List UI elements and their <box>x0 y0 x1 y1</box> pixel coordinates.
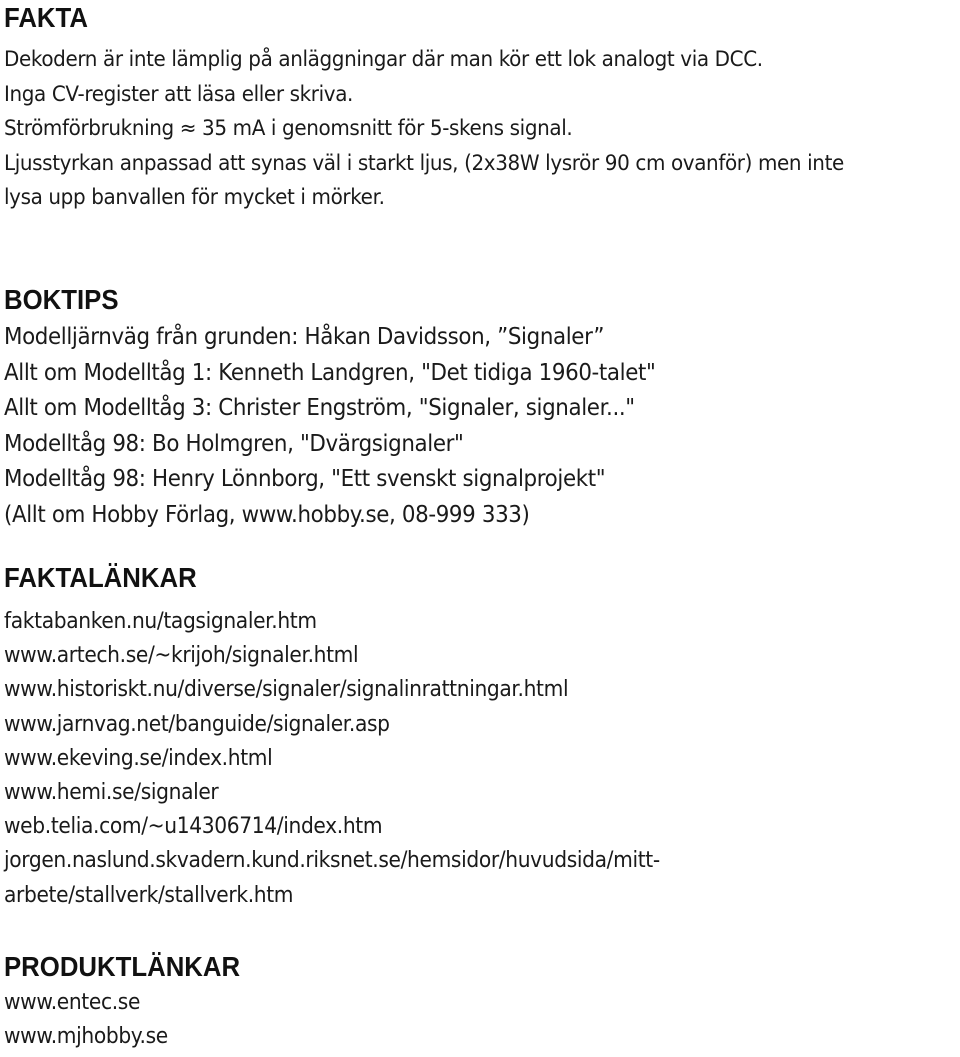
fact-link: www.artech.se/~krijoh/signaler.html <box>4 643 359 669</box>
fakta-line: lysa upp banvallen för mycket i mörker. <box>4 185 385 209</box>
book-tip: Allt om Modelltåg 1: Kenneth Landgren, "Det tidiga 1960-talet" <box>4 359 656 386</box>
fact-link: faktabanken.nu/tagsignaler.htm <box>4 609 317 634</box>
fakta-line: Strömförbrukning ≈ 35 mA i genomsnitt för 5-skens signal. <box>4 116 573 140</box>
fakta-section <box>4 0 888 215</box>
book-tip: Allt om Modelltåg 3: Christer Engström, "Signaler, signaler..." <box>4 395 635 421</box>
fakta-line: Inga CV-register att läsa eller skriva. <box>4 81 354 106</box>
publisher-note: (Allt om Hobby Förlag, www.hobby.se, 08-999 333) <box>4 501 530 528</box>
fact-link: www.jarnvag.net/banguide/signaler.asp <box>4 711 390 737</box>
product-link: www.entec.se <box>4 990 141 1015</box>
boktips-heading: BOKTIPS <box>4 284 119 315</box>
faktalankar-heading: FAKTALÄNKAR <box>4 562 197 593</box>
product-link: www.mjhobby.se <box>4 1024 168 1049</box>
faktalankar-section <box>4 561 717 913</box>
book-tip: Modelljärnväg från grunden: Håkan Davidsson, ”Signaler” <box>4 324 605 350</box>
fact-link: www.hemi.se/signaler <box>4 780 219 806</box>
fact-link: web.telia.com/~u14306714/index.htm <box>4 814 383 840</box>
produktlankar-list <box>4 986 261 1054</box>
fakta-heading: FAKTA <box>4 2 88 33</box>
book-tip: Modelltåg 98: Henry Lönnborg, "Ett svenskt signalprojekt" <box>4 466 606 492</box>
boktips-list <box>4 320 705 533</box>
fact-link: www.historiskt.nu/diverse/signaler/signalinrattningar.html <box>4 677 569 703</box>
fakta-line: Ljusstyrkan anpassad att synas väl i starkt ljus, (2x38W lysrör 90 cm ovanför) men inte <box>4 150 844 175</box>
book-tip: Modelltåg 98: Bo Holmgren, "Dvärgsignaler" <box>4 430 464 457</box>
produktlankar-section <box>4 950 261 1054</box>
fakta-line: Dekodern är inte lämplig på anläggningar där man kör ett lok analogt via DCC. <box>4 47 763 71</box>
fact-link: jorgen.naslund.skvadern.kund.riksnet.se/hemsidor/huvudsida/mitt- <box>4 848 660 874</box>
boktips-section <box>4 283 705 533</box>
fakta-text <box>4 42 888 215</box>
produktlankar-heading: PRODUKTLÄNKAR <box>4 951 241 982</box>
fact-link: www.ekeving.se/index.html <box>4 745 273 771</box>
faktalankar-list <box>4 605 717 913</box>
fact-link-continued: arbete/stallverk/stallverk.htm <box>4 882 294 908</box>
